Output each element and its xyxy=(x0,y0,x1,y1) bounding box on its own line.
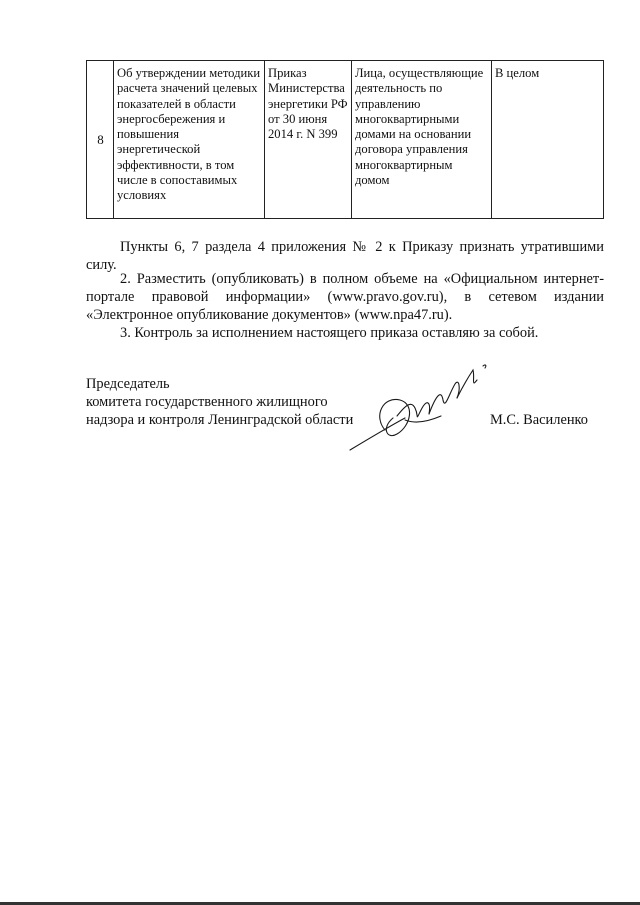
row-number: 8 xyxy=(87,61,114,219)
signatory-line-3: надзора и контроля Ленинградской области xyxy=(86,412,354,428)
table-row xyxy=(87,61,604,219)
signatory-title xyxy=(86,375,353,429)
subjects-cell: Лица, осуществляющие деятельность по управлению многоквартирными домами на основании договора управления многоквартирным домом xyxy=(352,61,492,219)
paragraph-points-void: Пункты 6, 7 раздела 4 приложения № 2 к Приказу признать утратившими силу. xyxy=(86,239,604,273)
scope-cell: В целом xyxy=(492,61,604,219)
signatory-line-2: комитета государственного жилищного xyxy=(86,394,328,410)
paragraph-publication: 2. Разместить (опубликовать) в полном объеме на «Официальном интернет-портале правовой информации» (www.pravo.gov.ru), в сетевом издании «Электронное опубликование документов» (www.npa47.ru). xyxy=(86,271,604,323)
signatory-line-1: Председатель xyxy=(86,376,170,392)
act-title-cell: Об утверждении методики расчета значений целевых показателей в области энергосбережения и повышения энергетической эффективности, в том числе в сопоставимых условиях xyxy=(114,61,265,219)
acts-table xyxy=(86,60,604,219)
act-details-cell: Приказ Министерства энергетики РФ от 30 июня 2014 г. N 399 xyxy=(265,61,352,219)
signatory-name: М.С. Василенко xyxy=(490,412,588,428)
paragraph-control: 3. Контроль за исполнением настоящего приказа оставляю за собой. xyxy=(120,325,539,341)
handwritten-signature xyxy=(345,358,495,458)
